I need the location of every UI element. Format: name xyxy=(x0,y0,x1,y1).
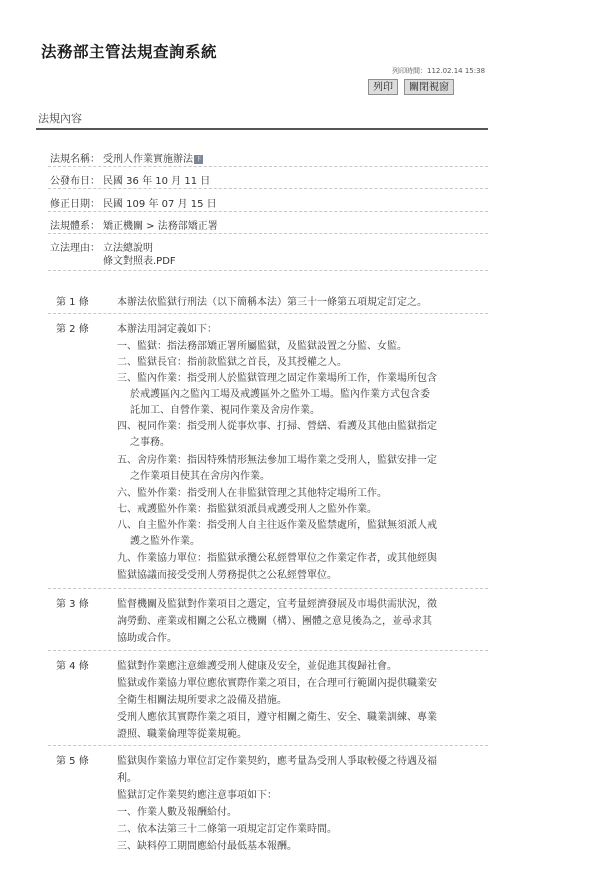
article-text-line: 監獄協議而接受受刑人勞務提供之公私經營單位。 xyxy=(117,570,337,581)
article-text-line: 三、監內作業：指受刑人於監獄管理之固定作業場所工作，作業場所包含 xyxy=(117,373,437,384)
law-name-link[interactable]: 受刑人作業實施辦法 xyxy=(103,154,193,165)
article-divider xyxy=(48,588,488,589)
law-name-value xyxy=(103,150,203,165)
article-text-line: 受刑人應依其實際作業之項目，遵守相關之衛生、安全、職業訓練、專業 xyxy=(117,712,437,723)
meta-divider xyxy=(48,188,488,189)
download-icon[interactable]: 下 xyxy=(195,155,202,163)
article-text-line: 本辦法用詞定義如下： xyxy=(117,324,217,335)
publish-date-value: 民國 36 年 10 月 11 日 xyxy=(103,176,211,187)
article-text-line: 一、監獄：指法務部矯正署所屬監獄，及監獄設置之分監、女監。 xyxy=(117,341,407,352)
print-timestamp: 列印時間：112.02.14 15:38 xyxy=(392,67,486,75)
print-button[interactable]: 列印 xyxy=(368,79,398,95)
article-text-line: 監獄對作業應注意維護受刑人健康及安全，並促進其復歸社會。 xyxy=(117,661,397,672)
article-text-line: 監獄訂定作業契約應注意事項如下： xyxy=(117,790,277,801)
meta-divider xyxy=(48,233,488,234)
article-text-line: 五、舍房作業：指因特殊情形無法參加工場作業之受刑人，監獄安排一定 xyxy=(117,455,437,466)
article-text-line: 九、作業協力單位：指監獄承攬公私經營單位之作業定作者，或其他經與 xyxy=(117,553,437,564)
close-window-button[interactable]: 關閉視窗 xyxy=(404,79,454,95)
article-text-line: 全衛生相關法規所要求之設備及措施。 xyxy=(117,695,287,706)
system-title: 法務部主管法規查詢系統 xyxy=(41,43,218,61)
article-text-line: 監獄或作業協力單位應依實際作業之項目，在合理可行範圍內提供職業安 xyxy=(117,678,437,689)
article-text-line: 監督機關及監獄對作業項目之選定，宜考量經濟發展及市場供需狀況，徵 xyxy=(117,599,437,610)
article-text-line: 詢勞動、產業或相關之公私立機關（構）、團體之意見後為之，並尋求其 xyxy=(117,616,432,627)
article-number: 第 5 條 xyxy=(56,756,89,767)
article-text-line: 之事務。 xyxy=(130,437,170,448)
article-text-line: 二、依本法第三十二條第一項規定訂定作業時間。 xyxy=(117,824,337,835)
article-text-line: 四、視同作業：指受刑人從事炊事、打掃、營繕、看護及其他由監獄指定 xyxy=(117,421,437,432)
article-text-line: 護之監外作業。 xyxy=(130,536,200,547)
article-divider xyxy=(48,745,488,746)
law-category-value[interactable]: 矯正機關 > 法務部矯正署 xyxy=(103,221,218,232)
article-text-line: 利。 xyxy=(117,773,137,784)
article-text-line: 證照、職業倫理等從業規範。 xyxy=(117,729,247,740)
article-divider xyxy=(48,650,488,651)
law-name-label: 法規名稱： xyxy=(50,154,100,165)
amend-date-label: 修正日期： xyxy=(50,199,100,210)
article-text-line: 監獄與作業協力單位訂定作業契約，應考量為受刑人爭取較優之待遇及福 xyxy=(117,756,437,767)
article-text-line: 之作業項目使其在舍房內作業。 xyxy=(130,471,270,482)
meta-divider xyxy=(48,211,488,212)
amend-date-value: 民國 109 年 07 月 15 日 xyxy=(103,199,217,210)
article-text-line: 託加工、自營作業、視同作業及舍房作業。 xyxy=(130,405,320,416)
legislative-reason-label: 立法理由： xyxy=(50,243,100,254)
section-divider xyxy=(36,128,488,130)
article-divider xyxy=(48,313,488,314)
article-number: 第 3 條 xyxy=(56,599,89,610)
article-text-line: 三、缺料停工期間應給付最低基本報酬。 xyxy=(117,841,297,852)
section-title: 法規內容 xyxy=(38,112,82,125)
article-text-line: 二、監獄長官：指前款監獄之首長，及其授權之人。 xyxy=(117,357,347,368)
comparison-table-link[interactable]: 條文對照表.PDF xyxy=(103,256,176,267)
publish-date-label: 公發布日： xyxy=(50,176,100,187)
meta-divider xyxy=(48,270,488,271)
article-number: 第 2 條 xyxy=(56,324,89,335)
article-text-line: 於戒護區內之監內工場及戒護區外之監外工場。監內作業方式包含委 xyxy=(130,389,430,400)
article-text-line: 八、自主監外作業：指受刑人自主往返作業及監禁處所，監獄無須派人戒 xyxy=(117,520,437,531)
article-number: 第 1 條 xyxy=(56,297,89,308)
article-text-line: 七、戒護監外作業：指監獄須派員戒護受刑人之監外作業。 xyxy=(117,504,377,515)
article-text-line: 六、監外作業：指受刑人在非監獄管理之其他特定場所工作。 xyxy=(117,488,387,499)
article-text-line: 本辦法依監獄行刑法（以下簡稱本法）第三十一條第五項規定訂定之。 xyxy=(117,297,427,308)
article-text-line: 一、作業人數及報酬給付。 xyxy=(117,807,237,818)
legislative-reason-link[interactable]: 立法總說明 xyxy=(103,243,153,254)
article-number: 第 4 條 xyxy=(56,661,89,672)
law-category-label: 法規體系： xyxy=(50,221,100,232)
article-text-line: 協助或合作。 xyxy=(117,633,177,644)
meta-divider xyxy=(48,166,488,167)
